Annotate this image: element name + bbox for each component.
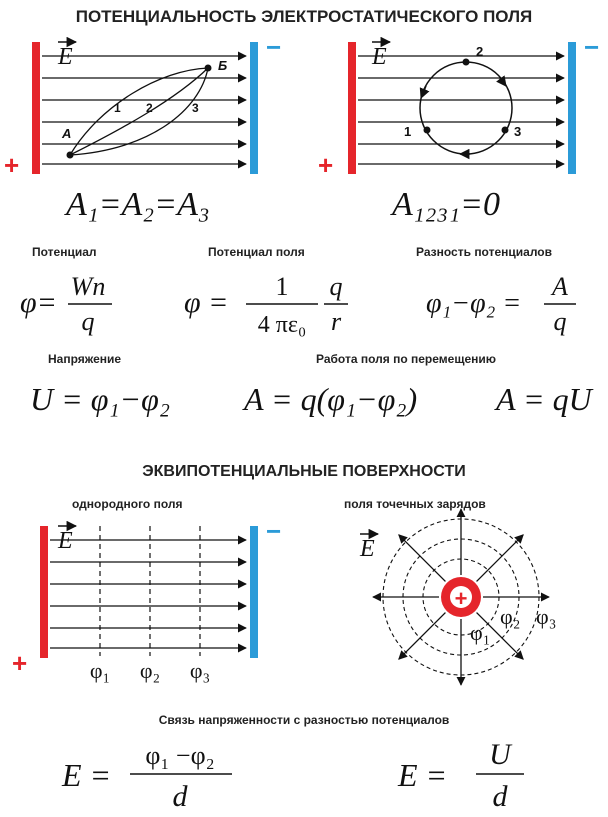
point-charge-diagram [359,509,556,685]
charge-plus-icon: + [454,586,468,611]
paths-diagram [4,32,281,180]
formula-lhs: φ= [20,286,57,319]
minus-sign: − [266,32,282,62]
path-label-1: 1 [114,101,121,115]
vector-e-label: E [360,536,375,562]
positive-plate [348,42,356,174]
loop-arrow-icon [421,86,426,98]
work-label: Работа поля по перемещению [316,352,496,366]
loop-formula: A₁₂₃₁=0 [392,186,500,223]
formula-lhs: E = [62,757,112,793]
field-lines [42,56,246,164]
path-2 [70,68,208,155]
point-b-dot [205,65,212,72]
phi-label-1: φ₁ [89,658,111,683]
uniform-field-diagram [12,516,281,683]
formula-lhs: φ = [184,286,229,319]
loop-arrow-icon [500,78,506,86]
formula-numerator: U [489,738,511,771]
formula-denominator: d [492,780,508,813]
loop-label-1: 1 [404,124,412,139]
negative-plate [250,526,258,658]
top-title: ПОТЕНЦИАЛЬНОСТЬ ЭЛЕКТРОСТАТИЧЕСКОГО ПОЛЯ [75,7,533,26]
negative-plate [250,42,258,174]
formula-numerator: Wп [70,272,106,301]
work-formula-2: A = qU [496,381,592,417]
path-label-3: 3 [192,101,199,115]
loop-point-2 [463,59,470,66]
formula-lhs: E = [398,757,448,793]
relation-formula-2 [397,738,524,813]
formula-numerator: φ₁ −φ₂ [145,741,215,770]
field-lines [50,540,246,648]
loop-label-2: 2 [476,44,484,59]
potential-difference-label: Разность потенциалов [416,245,552,259]
point-b-label: Б [218,58,228,73]
path-label-2: 2 [146,101,153,115]
formula-numerator-2: q [329,272,343,301]
formula-denominator: d [172,780,188,813]
negative-plate [568,42,576,174]
loop-diagram [318,32,599,180]
field-lines [358,56,564,164]
formula-denominator: q [81,307,95,336]
bottom-title: ЭКВИПОТЕНЦИАЛЬНЫЕ ПОВЕРХНОСТИ [142,463,466,480]
loop-point-1 [424,127,431,134]
positive-plate [32,42,40,174]
vector-e-label: E [58,44,73,70]
point-charges-label: поля точечных зарядов [344,497,486,511]
phi-label-2: φ₂ [500,604,521,629]
point-a-dot [67,152,74,159]
voltage-label: Напряжение [48,352,122,366]
phi-label-3: φ₃ [189,658,211,683]
formula-denominator: q [553,307,567,336]
work-formula-1: A = q(φ₁−φ₂) [244,381,418,417]
plus-sign: + [12,648,28,678]
formula-numerator: A [552,272,568,301]
field-potential-formula [184,272,348,338]
radial-line-arrow [399,535,446,582]
vector-e-label: E [372,44,387,70]
minus-sign: − [584,32,600,62]
loop-point-3 [502,127,509,134]
loop-label-3: 3 [514,124,522,139]
voltage-formula: U = φ₁−φ₂ [30,381,170,417]
plus-sign: + [318,150,334,180]
formula-numerator: 1 [275,272,289,301]
uniform-field-label: однородного поля [72,497,183,511]
potential-formula [20,272,112,336]
point-a-label: А [62,126,72,141]
formula-denominator: 4 πε₀ [257,312,307,338]
closed-loop [420,62,512,154]
minus-sign: − [266,516,282,546]
formula-lhs: φ₁−φ₂ = [426,288,522,319]
plus-sign: + [4,150,20,180]
field-potential-label: Потенциал поля [208,245,305,259]
phi-label-1: φ₁ [470,620,491,645]
phi-label-3: φ₃ [536,604,557,629]
positive-plate [40,526,48,658]
path-3 [70,68,208,155]
paths-formula: A₁=A₂=A₃ [66,186,210,223]
path-1 [70,68,208,155]
vector-e-label: E [58,528,73,554]
relation-label: Связь напряженности с разностью потенциалов [158,713,450,727]
potential-label: Потенциал [32,245,97,259]
potential-difference-formula [426,272,576,336]
relation-formula-1 [61,741,232,813]
phi-label-2: φ₂ [139,658,161,683]
formula-denominator-2: r [330,307,342,336]
